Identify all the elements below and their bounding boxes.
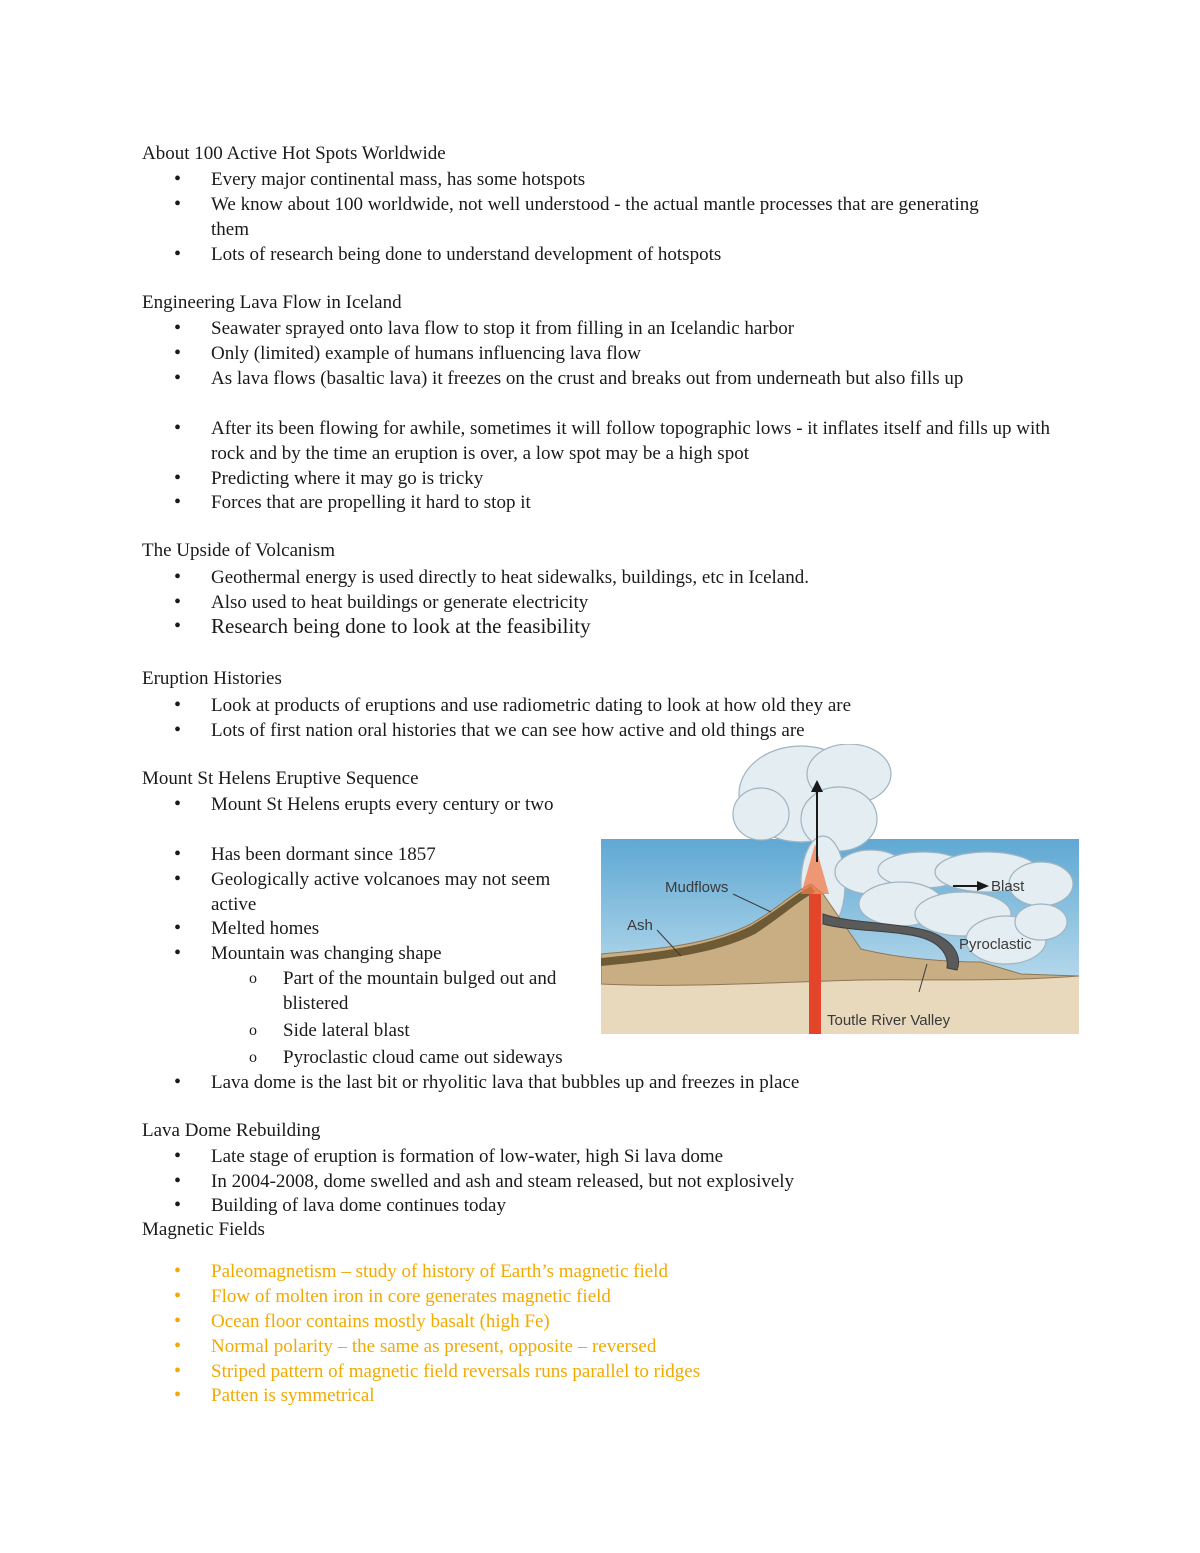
bullet-item: • Lots of research being done to understand development of hotspots [211,242,721,267]
section-title: Magnetic Fields [142,1219,265,1240]
section-title: Eruption Histories [142,668,282,689]
section-title: Engineering Lava Flow in Iceland [142,292,402,313]
bullet-item: • Research being done to look at the feasibility [211,614,591,639]
sub-bullet-item: o Side lateral blast [283,1018,410,1043]
bullet-item: • Mountain was changing shape [211,941,442,966]
bullet-item: • Has been dormant since 1857 [211,842,436,867]
sub-bullet-item: o Part of the mountain bulged out and blistered [283,966,563,1016]
bullet-item: • Striped pattern of magnetic field reversals runs parallel to ridges [211,1359,700,1384]
bullet-item: • As lava flows (basaltic lava) it freezes on the crust and breaks out from underneath but also fills up [211,366,1059,391]
bullet-item: • Look at products of eruptions and use radiometric dating to look at how old they are [211,693,851,718]
bullet-item: • Patten is symmetrical [211,1383,375,1408]
magma-conduit [809,894,821,1034]
bullet-item: • Building of lava dome continues today [211,1193,506,1218]
bullet-item: • Also used to heat buildings or generate electricity [211,590,588,615]
mudflows-label: Mudflows [665,879,729,896]
bullet-item: • Every major continental mass, has some hotspots [211,167,585,192]
bullet-item: • Forces that are propelling it hard to stop it [211,490,531,515]
section-title: The Upside of Volcanism [142,540,335,561]
section-title: About 100 Active Hot Spots Worldwide [142,143,446,164]
bullet-item: • Lots of first nation oral histories that we can see how active and old things are [211,718,805,743]
pyroclastic-label: Pyroclastic [959,936,1032,953]
section-title: Lava Dome Rebuilding [142,1120,321,1141]
bullet-item: • Lava dome is the last bit or rhyolitic lava that bubbles up and freezes in place [211,1070,799,1095]
bullet-item: • Geologically active volcanoes may not seem active [211,867,561,917]
eruption-diagram [601,744,1079,1034]
section-title: Mount St Helens Eruptive Sequence [142,768,419,789]
bullet-item: • Ocean floor contains mostly basalt (high Fe) [211,1309,550,1334]
bullet-item: • Predicting where it may go is tricky [211,466,483,491]
bullet-item: • In 2004-2008, dome swelled and ash and steam released, but not explosively [211,1169,794,1194]
bullet-item: • Melted homes [211,916,319,941]
ash-label: Ash [627,917,653,934]
bullet-item: • Normal polarity – the same as present, opposite – reversed [211,1334,656,1359]
valley-label: Toutle River Valley [827,1012,951,1029]
bullet-item: • Only (limited) example of humans influencing lava flow [211,341,641,366]
bullet-item: • We know about 100 worldwide, not well understood - the actual mantle processes that are generating them [211,192,1011,242]
bullet-item: • Seawater sprayed onto lava flow to stop it from filling in an Icelandic harbor [211,316,794,341]
blast-label: Blast [991,878,1025,895]
bullet-item: • Flow of molten iron in core generates magnetic field [211,1284,611,1309]
bullet-item: • After its been flowing for awhile, sometimes it will follow topographic lows - it inflates itself and fills up with rock and by the time an eruption is over, a low spot may be a high spot [211,416,1059,466]
bullet-item: • Geothermal energy is used directly to heat sidewalks, buildings, etc in Iceland. [211,565,809,590]
sub-bullet-item: o Pyroclastic cloud came out sideways [283,1045,563,1070]
bullet-item: • Paleomagnetism – study of history of Earth’s magnetic field [211,1259,668,1284]
bullet-item: • Mount St Helens erupts every century or two [211,792,571,817]
bullet-item: • Late stage of eruption is formation of low-water, high Si lava dome [211,1144,723,1169]
